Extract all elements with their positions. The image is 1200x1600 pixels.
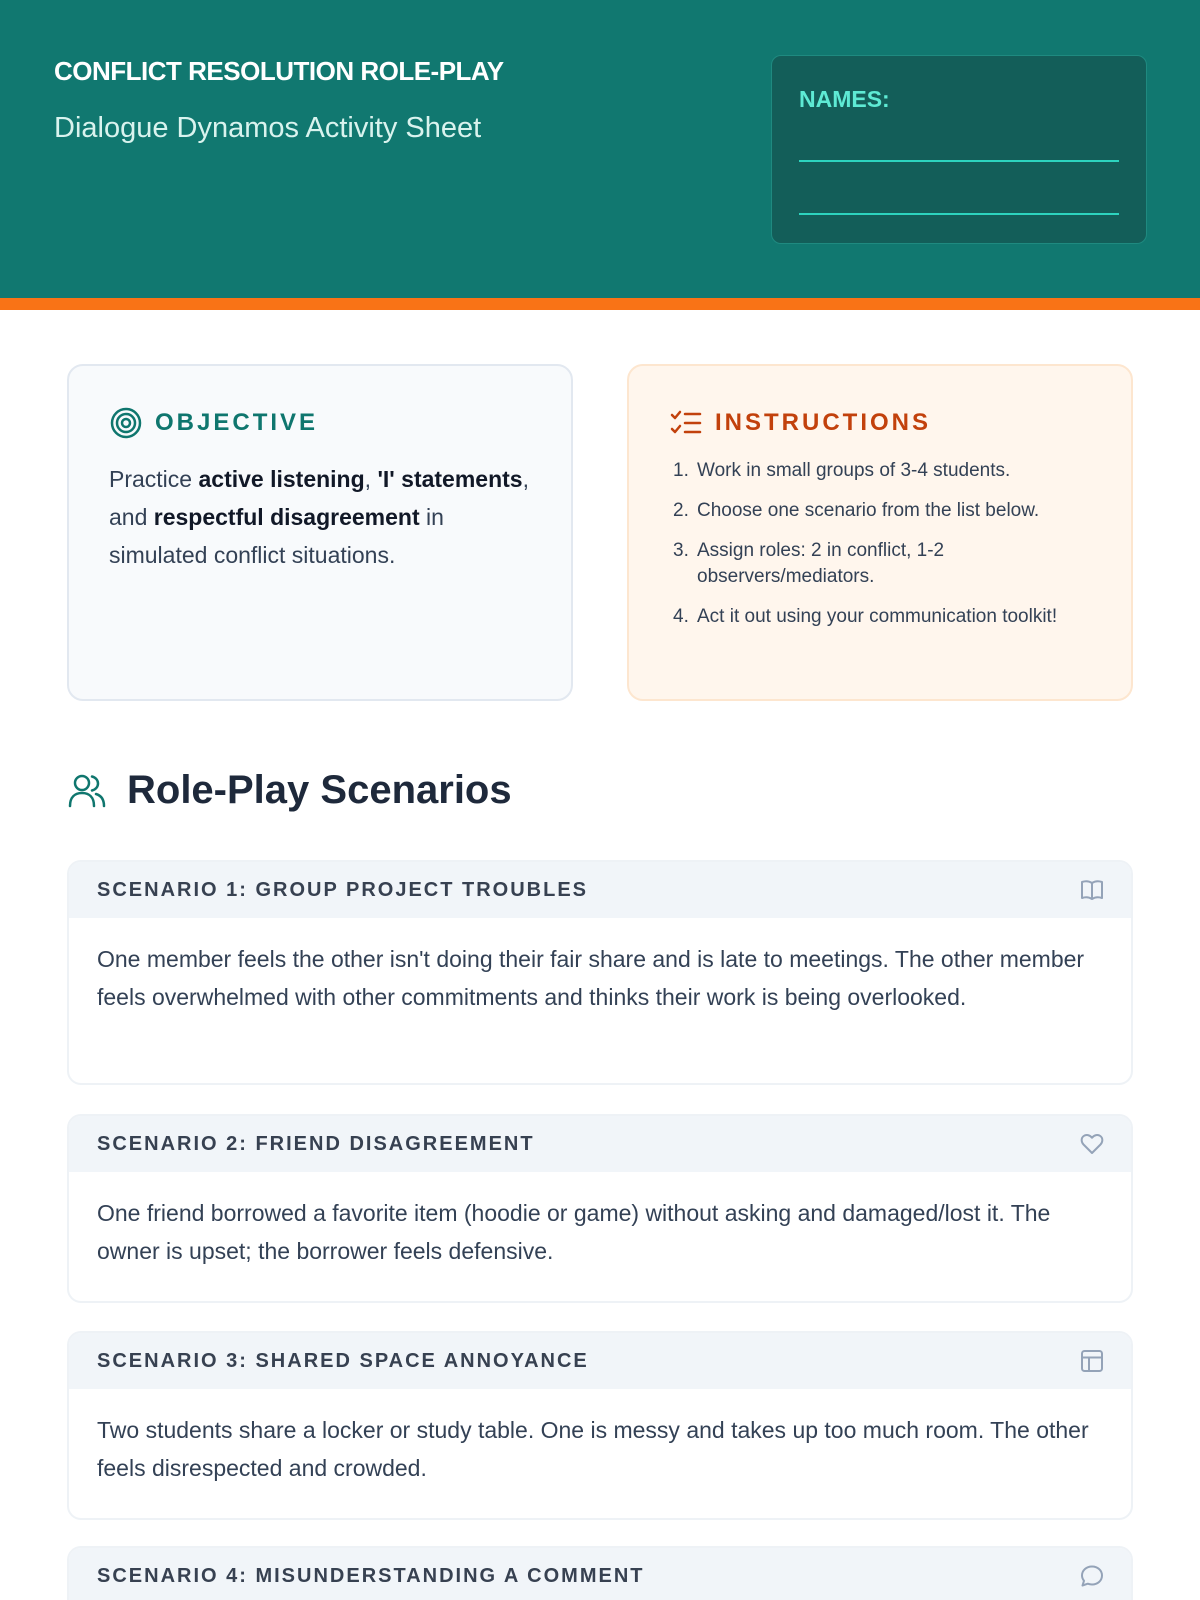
name-line-2[interactable] [799,213,1119,215]
names-box [771,55,1147,244]
objective-keyword: respectful disagreement [153,504,420,530]
header-banner [0,0,1200,298]
objective-text [109,460,529,574]
objective-part: Practice [109,466,199,492]
objective-keyword: active listening [198,466,365,492]
step-number: 2. [673,500,689,521]
scenario-description: One member feels the other isn't doing their fair share and is late to meetings. The other member feels overwhelmed with other commitments and thinks their work is being overlooked. [97,946,1085,1010]
step-text: Choose one scenario from the list below. [697,500,1040,521]
heart-icon [1079,1131,1105,1157]
scenarios-heading-label: Role-Play Scenarios [127,768,512,812]
objective-part: , and [109,466,529,530]
step-text: Act it out using your communication toolkit! [697,606,1058,627]
page-title: CONFLICT RESOLUTION ROLE-PLAY [54,56,504,86]
users-icon [67,771,107,811]
scenario-card [67,1114,1133,1303]
instruction-step [673,458,1103,484]
name-line-1[interactable] [799,160,1119,162]
objective-keyword: 'I' statements [377,466,523,492]
scenario-header [69,1548,1131,1600]
target-icon [109,406,143,440]
scenario-title: SCENARIO 2: FRIEND DISAGREEMENT [97,1133,535,1155]
scenario-description: One friend borrowed a favorite item (hoodie or game) without asking and damaged/lost it. The owner is upset; the borrower feels defensive. [97,1200,1051,1264]
objective-part: , [364,466,378,492]
step-text: Work in small groups of 3-4 students. [697,460,1011,481]
instructions-heading-label: INSTRUCTIONS [715,409,931,436]
scenario-card [67,1546,1133,1600]
instructions-card [627,364,1133,701]
instructions-heading [669,406,931,440]
instruction-step [673,498,1103,524]
names-label: NAMES: [799,86,890,112]
scenarios-heading [67,768,512,813]
objective-card [67,364,573,701]
scenario-description: Two students share a locker or study table. One is messy and takes up too much room. The other feels disrespected and crowded. [97,1417,1089,1481]
instruction-step [673,538,1103,590]
checklist-icon [669,406,703,440]
chat-bubble-icon [1079,1563,1105,1589]
book-icon [1079,877,1105,903]
scenario-card [67,1331,1133,1520]
accent-stripe [0,298,1200,310]
step-number: 3. [673,540,689,561]
instruction-step [673,604,1103,630]
instructions-list [673,458,1103,644]
page-subtitle: Dialogue Dynamos Activity Sheet [54,112,482,144]
layout-icon [1079,1348,1105,1374]
scenario-card [67,860,1133,1085]
objective-heading [109,406,318,440]
scenario-title: SCENARIO 1: GROUP PROJECT TROUBLES [97,879,589,901]
objective-part: in simulated conflict situations. [109,504,444,568]
scenario-header [69,1333,1131,1389]
step-text: Assign roles: 2 in conflict, 1-2 observers/mediators. [697,540,945,587]
scenario-header [69,862,1131,918]
step-number: 1. [673,460,689,481]
objective-heading-label: OBJECTIVE [155,409,319,436]
scenario-header [69,1116,1131,1172]
scenario-title: SCENARIO 4: MISUNDERSTANDING A COMMENT [97,1565,645,1587]
scenario-title: SCENARIO 3: SHARED SPACE ANNOYANCE [97,1350,589,1372]
step-number: 4. [673,606,689,627]
